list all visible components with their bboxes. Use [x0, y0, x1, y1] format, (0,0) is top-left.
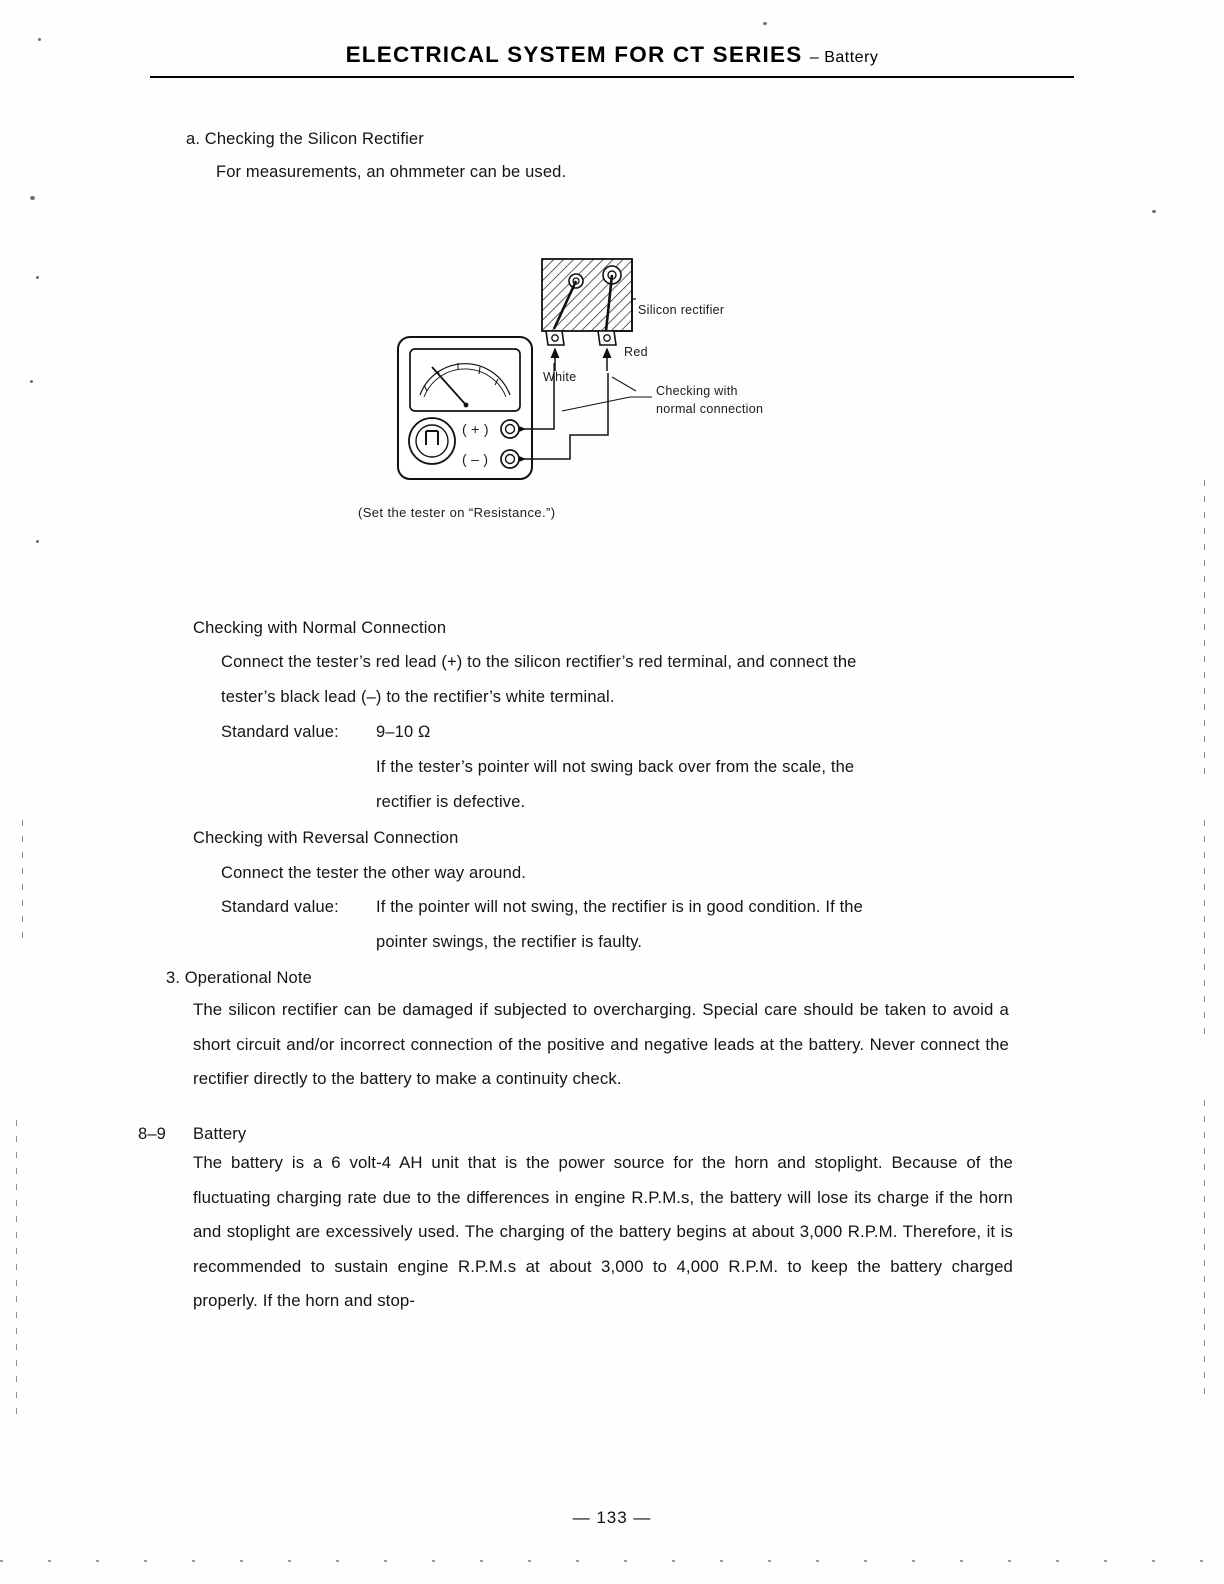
- figure-label-red: Red: [624, 345, 648, 359]
- reversal-standard-value-line2: pointer swings, the rectifier is faulty.: [376, 933, 643, 951]
- figure-label-checking-line1: Checking with: [656, 384, 738, 398]
- scan-speck: [30, 196, 35, 200]
- scan-speck: [1152, 210, 1156, 213]
- scan-speck: [36, 276, 39, 279]
- battery-section-body: The battery is a 6 volt-4 AH unit that is the power source for the horn and stoplight. Because of the fluctuating charging rate due to the differences in engine R.P.M.s, the battery will lose its charge if the horn and stoplight are excessively used. The charging of the battery begins at about 3,000 R.P.M. Therefore, it is recommended to sustain engine R.P.M.s at about 3,000 to 4,000 R.P.M. to keep the battery charged properly. If the horn and stop-: [193, 1153, 1013, 1310]
- reversal-connection-line1: Connect the tester the other way around.: [221, 864, 527, 882]
- reversal-connection-heading: Checking with Reversal Connection: [193, 829, 459, 847]
- reversal-standard-label: Standard value:: [221, 898, 339, 916]
- scan-speck: [763, 22, 767, 25]
- normal-standard-label: Standard value:: [221, 723, 339, 741]
- scan-artifact-right-dashes-2: [1204, 820, 1205, 1040]
- page-number: — 133 —: [572, 1508, 652, 1527]
- figure-label-silicon-rectifier: Silicon rectifier: [638, 303, 725, 317]
- normal-note-line1: If the tester’s pointer will not swing back over from the scale, the: [376, 758, 855, 776]
- scan-speck: [38, 38, 41, 41]
- scan-artifact-left-dashes-2: [22, 820, 23, 940]
- scan-artifact-left-dashes: [16, 1120, 17, 1420]
- figure-caption: (Set the tester on “Resistance.”): [358, 505, 556, 520]
- figure-svg: [340, 245, 900, 545]
- operational-note-title: 3. Operational Note: [166, 969, 312, 987]
- section-a-body: For measurements, an ohmmeter can be used.: [216, 163, 567, 181]
- header-title-sub: – Battery: [809, 49, 879, 66]
- scan-artifact-right-dashes: [1204, 480, 1205, 780]
- page-header: [150, 42, 1074, 78]
- battery-section-title: Battery: [193, 1125, 247, 1143]
- scan-speck: [30, 380, 33, 383]
- figure-label-white: White: [543, 370, 577, 384]
- normal-standard-value: 9–10 Ω: [376, 723, 431, 741]
- battery-section-number: 8–9: [138, 1125, 166, 1143]
- figure-label-minus-jack: ( – ): [462, 451, 489, 467]
- header-rule: [150, 76, 1074, 78]
- normal-note-line2: rectifier is defective.: [376, 793, 526, 811]
- header-title: [150, 42, 1074, 68]
- figure-label-plus-jack: ( + ): [462, 421, 489, 437]
- header-title-main: ELECTRICAL SYSTEM FOR CT SERIES: [345, 42, 803, 67]
- scan-artifact-right-dashes-3: [1204, 1100, 1205, 1400]
- normal-connection-heading: Checking with Normal Connection: [193, 619, 447, 637]
- normal-connection-line1: Connect the tester’s red lead (+) to the silicon rectifier’s red terminal, and connect the: [221, 653, 857, 671]
- figure-label-checking-line2: normal connection: [656, 402, 764, 416]
- normal-connection-line2: tester’s black lead (–) to the rectifier’s white terminal.: [221, 688, 615, 706]
- operational-note-body: The silicon rectifier can be damaged if subjected to overcharging. Special care should be taken to avoid a short circuit and/or incorrect connection of the positive and negative leads at the battery. Never connect the rectifier directly to the battery to make a continuity check.: [193, 1000, 1009, 1088]
- rectifier-test-figure: [340, 245, 900, 545]
- scan-edge-dots-bottom: [0, 1560, 1224, 1562]
- section-a-title: a. Checking the Silicon Rectifier: [186, 130, 424, 148]
- scan-speck: [36, 540, 39, 543]
- reversal-standard-value-line1: If the pointer will not swing, the rectifier is in good condition. If the: [376, 898, 863, 916]
